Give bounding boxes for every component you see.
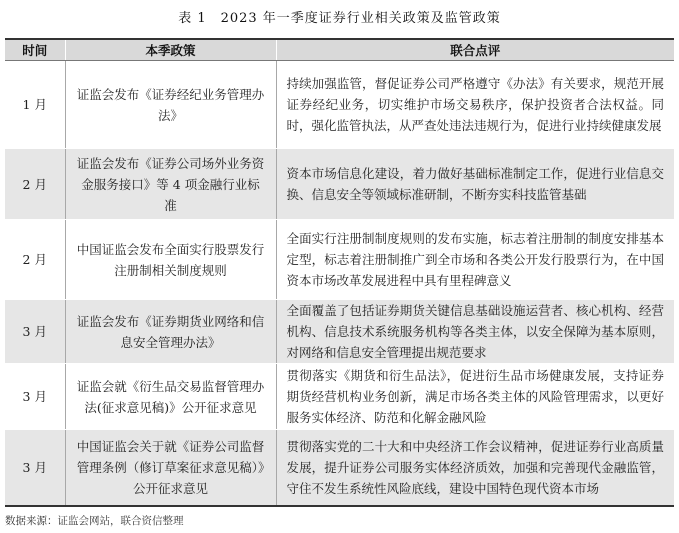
- cell-policy: 中国证监会发布全面实行股票发行注册制相关制度规则: [65, 220, 276, 300]
- cell-policy: 证监会就《衍生品交易监督管理办法(征求意见稿)》公开征求意见: [65, 364, 276, 430]
- policy-table: [5, 38, 674, 507]
- table-row: [5, 430, 674, 506]
- header-time: 时间: [5, 39, 65, 61]
- header-comment: 联合点评: [276, 39, 674, 61]
- table-row: [5, 61, 674, 149]
- cell-time: 1 月: [5, 61, 65, 149]
- cell-time: 3 月: [5, 430, 65, 506]
- table-header: [5, 39, 674, 61]
- cell-time: 2 月: [5, 220, 65, 300]
- cell-time: 3 月: [5, 300, 65, 364]
- cell-time: 2 月: [5, 149, 65, 220]
- cell-policy: 证监会发布《证券经纪业务管理办法》: [65, 61, 276, 149]
- cell-policy: 证监会发布《证券期货业网络和信息安全管理办法》: [65, 300, 276, 364]
- header-policy: 本季政策: [65, 39, 276, 61]
- header-row: [5, 39, 674, 61]
- table-body: [5, 61, 674, 506]
- cell-comment: 持续加强监管，督促证券公司严格遵守《办法》有关要求，规范开展证券经纪业务，切实维护市场交易秩序，保护投资者合法权益。同时，强化监管执法，从严查处违法违规行为，促进行业持续健康发展: [276, 61, 674, 149]
- cell-comment: 全面覆盖了包括证券期货关键信息基础设施运营者、核心机构、经营机构、信息技术系统服务机构等各类主体，以安全保障为基本原则，对网络和信息安全管理提出规范要求: [276, 300, 674, 364]
- cell-time: 3 月: [5, 364, 65, 430]
- table-row: [5, 149, 674, 220]
- cell-policy: 中国证监会关于就《证券公司监督管理条例（修订草案征求意见稿）》公开征求意见: [65, 430, 276, 506]
- table-caption: 表 1 2023 年一季度证券行业相关政策及监管政策: [178, 11, 501, 26]
- source-note: 数据来源：证监会网站，联合资信整理: [5, 514, 184, 527]
- cell-comment: 贯彻落实党的二十大和中央经济工作会议精神，促进证券行业高质量发展，提升证券公司服务实体经济质效，加强和完善现代金融监管，守住不发生系统性风险底线，建设中国特色现代资本市场: [276, 430, 674, 506]
- cell-comment: 资本市场信息化建设，着力做好基础标准制定工作，促进行业信息交换、信息安全等领域标准研制，不断夯实科技监管基础: [276, 149, 674, 220]
- table-row: [5, 364, 674, 430]
- table-row: [5, 300, 674, 364]
- cell-comment: 贯彻落实《期货和衍生品法》，促进衍生品市场健康发展，支持证券期货经营机构业务创新，满足市场各类主体的风险管理需求，以更好服务实体经济、防范和化解金融风险: [276, 364, 674, 430]
- cell-comment: 全面实行注册制制度规则的发布实施，标志着注册制的制度安排基本定型，标志着注册制推广到全市场和各类公开发行股票行为，在中国资本市场改革发展进程中具有里程碑意义: [276, 220, 674, 300]
- table-row: [5, 220, 674, 300]
- cell-policy: 证监会发布《证券公司场外业务资金服务接口》等 4 项金融行业标准: [65, 149, 276, 220]
